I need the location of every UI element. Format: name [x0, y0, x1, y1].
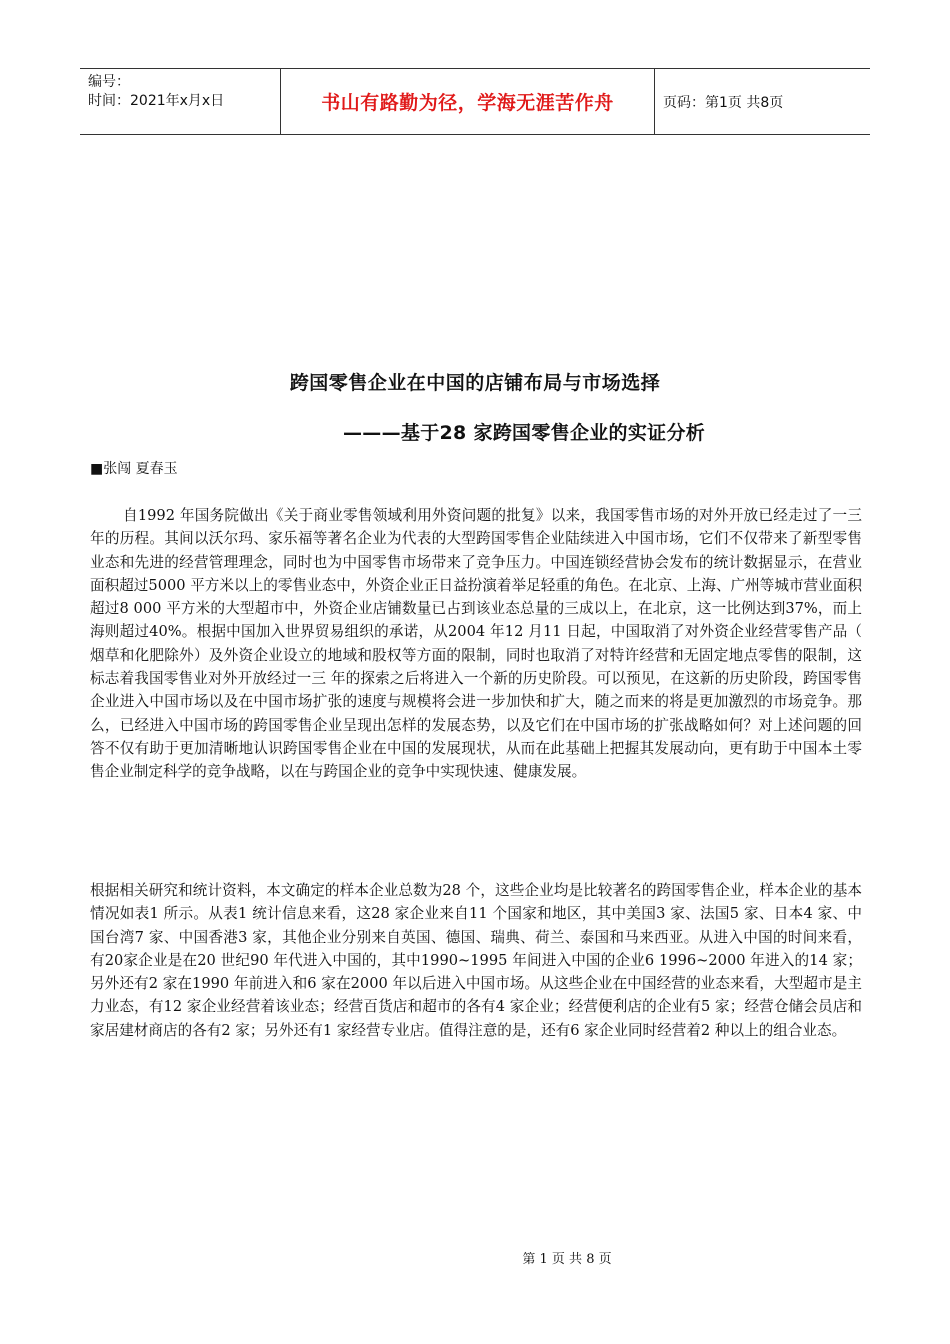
- article-subtitle: ———基于28 家跨国零售企业的实证分析: [343, 422, 706, 444]
- article-authors: ■张闯 夏春玉: [90, 461, 178, 477]
- page-info: 页码：第1页 共8页: [663, 94, 784, 111]
- motto-text: 书山有路勤为径，学海无涯苦作舟: [321, 92, 614, 114]
- time-label: 时间：2021年x月x日: [88, 93, 225, 109]
- body-paragraph-2: 根据相关研究和统计资料，本文确定的样本企业总数为28 个，这些企业均是比较著名的跨国零售企业，样本企业的基本情况如表1 所示。从表1 统计信息来看，这28 家企业来自11 个国家和地区，其中美国3 家、法国5 家、日本4 家、中国台湾7 家、中国香港3 家，其他企业分别来自英国、德国、瑞典、荷兰、泰国和马来西亚。从进入中国的时间来看，有20家企业是在20 世纪90 年代进入中国的，其中1990~1995 年间进入中国的企业6 1996~2000 年进入的14 家；另外还有2 家在1990 年前进入和6 家在2000 年以后进入中国市场。从这些企业在中国经营的业态来看，大型超市是主力业态，有12 家企业经营着该业态；经营百货店和超市的各有4 家企业；经营便利店的企业有5 家；经营仓储会员店和家居建材商店的各有2 家；另外还有1 家经营专业店。值得注意的是，还有6 家企业同时经营着2 种以上的组合业态。: [90, 882, 862, 1039]
- body-paragraph-1: 自1992 年国务院做出《关于商业零售领域利用外资问题的批复》以来，我国零售市场的对外开放已经走过了一三 年的历程。其间以沃尔玛、家乐福等著名企业为代表的大型跨国零售企业陆续进入中国市场，它们不仅带来了新型零售业态和先进的经营管理理念，同时也为中国零售市场带来了竞争压力。中国连锁经营协会发布的统计数据显示，在营业面积超过5000 平方米以上的零售业态中，外资企业正日益扮演着举足轻重的角色。在北京、上海、广州等城市营业面积超过8 000 平方米的大型超市中，外资企业店铺数量已占到该业态总量的三成以上，在北京，这一比例达到37%，而上海则超过40%。根据中国加入世界贸易组织的承诺，从2004 年12 月11 日起，中国取消了对外资企业经营零售产品（ 烟草和化肥除外）及外资企业设立的地域和股权等方面的限制，同时也取消了对特许经营和无固定地点零售的限制，这标志着我国零售业对外开放经过一三 年的探索之后将进入一个新的历史阶段。可以预见，在这新的历史阶段，跨国零售企业进入中国市场以及在中国市场扩张的速度与规模将会进一步加快和扩大，随之而来的将是更加激烈的市场竞争。那么，已经进入中国市场的跨国零售企业呈现出怎样的发展态势，以及它们在中国市场的扩张战略如何？对上述问题的回答不仅有助于更加清晰地认识跨国零售企业在中国的发展现状，从而在此基础上把握其发展动向，更有助于中国本土零售企业制定科学的竞争战略，以在与跨国企业的竞争中实现快速、健康发展。: [90, 507, 862, 781]
- header-page-cell: [655, 69, 870, 134]
- page-footer: 第 1 页 共 8 页: [522, 1252, 612, 1267]
- number-label: 编号：: [88, 74, 130, 90]
- article-title: 跨国零售企业在中国的店铺布局与市场选择: [289, 372, 661, 394]
- header-motto-cell: [281, 69, 655, 134]
- document-header: [80, 68, 870, 135]
- header-meta-cell: [80, 69, 281, 134]
